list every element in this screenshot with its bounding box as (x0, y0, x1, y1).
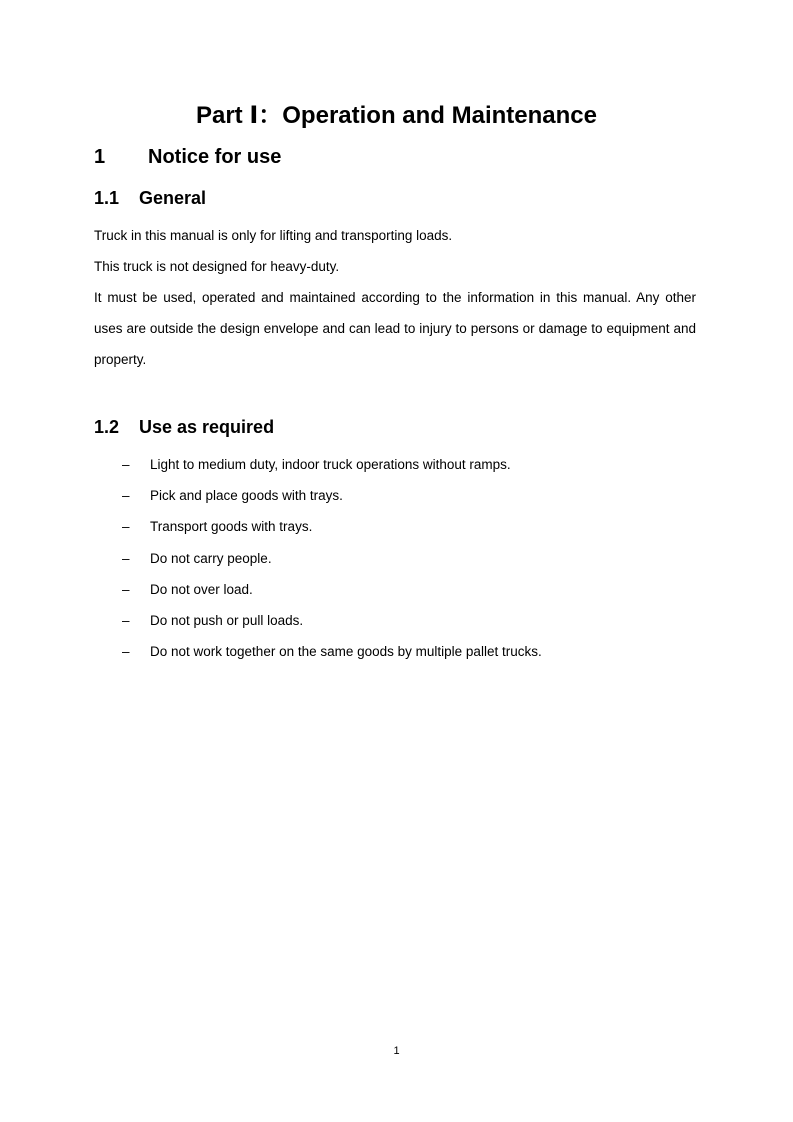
list-item-text: Do not over load. (150, 581, 253, 597)
subsection-heading-general (94, 186, 206, 210)
list-item (94, 543, 714, 574)
use-list (94, 449, 714, 667)
list-item (94, 605, 714, 636)
list-item-text: Pick and place goods with trays. (150, 488, 343, 504)
bullet-dash: – (122, 644, 130, 660)
list-item-text: Do not push or pull loads. (150, 612, 304, 628)
list-item (94, 449, 714, 480)
general-section-body (94, 220, 696, 375)
bullet-dash: – (122, 581, 130, 597)
subsection-number: 1.2 (94, 417, 120, 437)
bullet-dash: – (122, 612, 130, 628)
list-item-text: Do not carry people. (150, 550, 272, 566)
paragraph: It must be used, operated and maintained according to the information in this manual. Any other uses are outside the design envelope and can lead to injury to persons or damage to equipment and property. (94, 290, 696, 367)
list-item (94, 636, 714, 667)
page-title: Part Ⅰ：Operation and Maintenance (195, 102, 597, 129)
subsection-title: General (139, 188, 207, 208)
bullet-dash: – (122, 550, 130, 566)
bullet-dash: – (122, 488, 130, 504)
list-item-text: Transport goods with trays. (150, 519, 313, 535)
bullet-dash: – (122, 519, 130, 535)
section-heading (94, 143, 281, 171)
paragraph: This truck is not designed for heavy-duty. (94, 259, 340, 274)
subsection-title: Use as required (139, 417, 275, 437)
bullet-dash: – (122, 457, 130, 472)
subsection-number: 1.1 (94, 188, 120, 208)
page-number: 1 (393, 1045, 400, 1057)
paragraph: Truck in this manual is only for lifting and transporting loads. (94, 228, 453, 243)
section-number: 1 (94, 146, 106, 168)
subsection-heading-use (94, 415, 274, 439)
list-item-text: Light to medium duty, indoor truck operations without ramps. (150, 457, 511, 472)
list-item (94, 574, 714, 605)
list-item-text: Do not work together on the same goods by multiple pallet trucks. (150, 644, 542, 660)
list-item (94, 511, 714, 542)
list-item (94, 480, 714, 511)
section-title: Notice for use (148, 146, 282, 168)
